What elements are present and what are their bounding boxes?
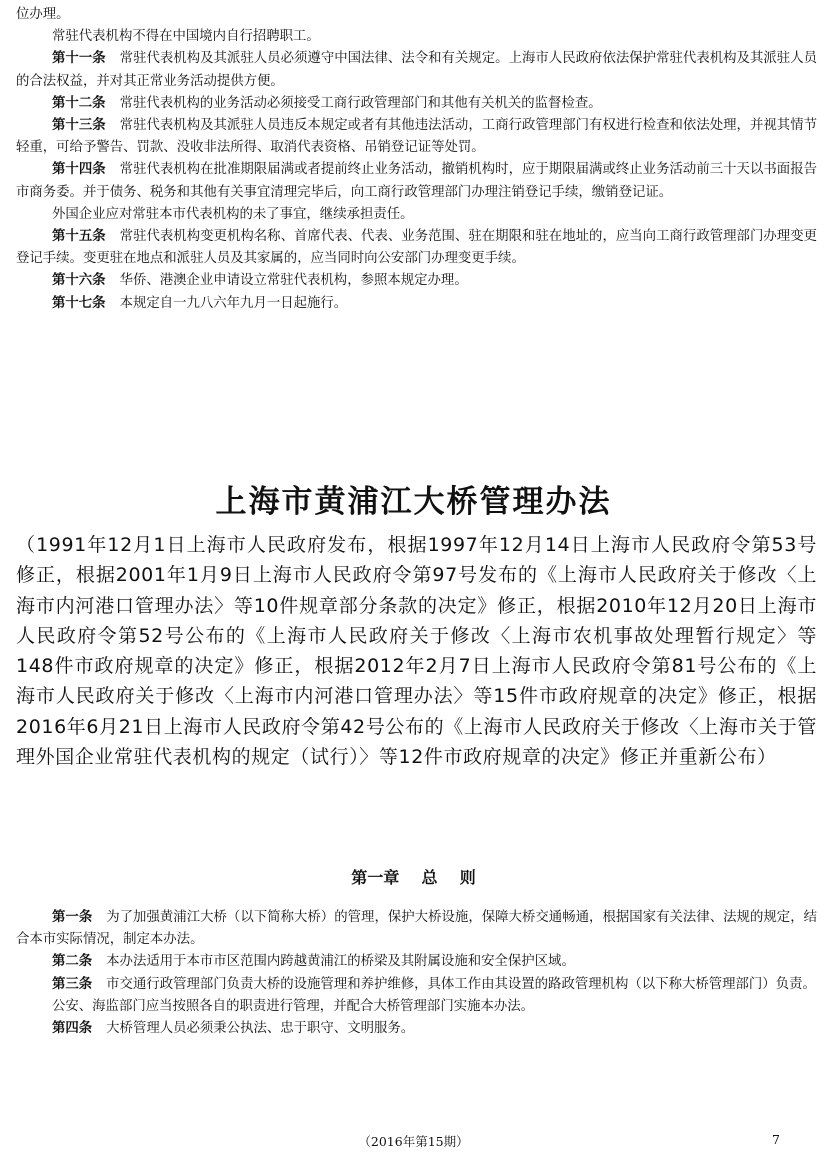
page-number: 7 — [772, 1132, 780, 1147]
document-title: 上海市黄浦江大桥管理办法 — [215, 484, 612, 520]
article-number: 第十五条 — [52, 229, 106, 245]
article-number: 第十一条 — [52, 51, 106, 67]
paragraph-text: 常驻代表机构的业务活动必须接受工商行政管理部门和其他有关机关的监督检查。 — [119, 95, 602, 111]
paragraph — [16, 159, 817, 203]
paragraph — [16, 907, 817, 951]
paragraph-text: 常驻代表机构在批准期限届满或者提前终止业务活动，撤销机构时，应于期限届满或终止业务活动前三十天以书面报告市商务委。并于债务、税务和其他有关事宜清理完毕后，向工商行政管理部门办理注销登记手续，缴销登记证。 — [16, 162, 818, 200]
page-footer — [0, 1132, 827, 1152]
article-number: 第一条 — [52, 910, 93, 925]
paragraph-text: 本办法适用于本市市区范围内跨越黄浦江的桥梁及其附属设施和安全保护区域。 — [106, 954, 575, 970]
paragraph-text: 常驻代表机构及其派驻人员必须遵守中国法律、法令和有关规定。上海市人民政府依法保护常驻代表机构及其派驻人员的合法权益，并对其正常业务活动提供方便。 — [16, 51, 818, 89]
paragraph — [16, 951, 817, 973]
paragraph — [16, 115, 817, 159]
paragraph-text: 大桥管理人员必须秉公执法、忠于职守、文明服务。 — [106, 1021, 415, 1037]
article-number: 第十七条 — [52, 295, 106, 311]
paragraph-text: 常驻代表机构变更机构名称、首席代表、代表、业务范围、驻在期限和驻在地址的，应当向工商行政管理部门办理变更登记手续。变更驻在地点和派驻人员及其家属的，应当同时向公安部门办理变更手续。 — [16, 229, 818, 267]
paragraph-text: 常驻代表机构及其派驻人员违反本规定或者有其他违法活动，工商行政管理部门有权进行检查和依法处理，并视其情节轻重，可给予警告、罚款、没收非法所得、取消代表资格、吊销登记证等处罚。 — [16, 118, 818, 156]
paragraph-text: 本规定自一九八六年九月一日起施行。 — [119, 295, 348, 311]
paragraph — [16, 974, 817, 996]
issue-label: （2016年第15期） — [358, 1134, 469, 1149]
chapter-heading: 第一章 总 则 — [351, 868, 476, 887]
paragraph — [16, 996, 817, 1018]
article-number: 第十三条 — [52, 118, 106, 134]
publication-history-text: （1991年12月1日上海市人民政府发布，根据1997年12月14日上海市人民政府令第53号修正，根据2001年1月9日上海市人民政府令第97号发布的《上海市人民政府关于修改〈上海市内河港口管理办法〉等10件规章部分条款的决定》修正，根据2010年12月20日上海市人民政府令第52号公布的《上海市人民政府关于修改〈上海市农机事故处理暂行规定〉等148件市政府规章的决定》修正，根据2012年2月7日上海市人民政府令第81号公布的《上海市人民政府关于修改〈上海市内河港口管理办法〉等15件市政府规章的决定》修正，根据2016年6月21日上海市人民政府令第42号公布的《上海市人民政府关于修改〈上海市关于管理外国企业常驻代表机构的规定（试行）〉等12件市政府规章的决定》修正并重新公布） — [16, 534, 817, 769]
paragraph-text: 为了加强黄浦江大桥（以下简称大桥）的管理，保护大桥设施，保障大桥交通畅通，根据国家有关法律、法规的规定，结合本市实际情况，制定本办法。 — [16, 910, 817, 948]
article-number: 第四条 — [52, 1021, 93, 1037]
paragraph — [16, 93, 817, 115]
chapter-one-articles — [16, 907, 817, 1040]
paragraph — [16, 4, 817, 26]
paragraph-text: 常驻代表机构不得在中国境内自行招聘职工。 — [52, 29, 320, 45]
paragraph — [16, 26, 817, 48]
regulation-continuation — [16, 4, 817, 315]
article-number: 第十四条 — [52, 162, 106, 178]
paragraph-text: 公安、海监部门应当按照各自的职责进行管理，并配合大桥管理部门实施本办法。 — [52, 998, 535, 1014]
paragraph-text: 位办理。 — [16, 7, 70, 22]
publication-history — [16, 530, 817, 772]
article-number: 第三条 — [52, 976, 93, 992]
article-number: 第十二条 — [52, 95, 106, 111]
paragraph — [16, 226, 817, 270]
paragraph-text: 华侨、港澳企业申请设立常驻代表机构，参照本规定办理。 — [119, 273, 468, 289]
paragraph — [16, 270, 817, 292]
article-number: 第二条 — [52, 954, 93, 970]
paragraph — [16, 293, 817, 315]
paragraph — [16, 1018, 817, 1040]
paragraph-text: 市交通行政管理部门负责大桥的设施管理和养护维修，具体工作由其设置的路政管理机构（以下称大桥管理部门）负责。 — [106, 976, 816, 992]
paragraph — [16, 48, 817, 92]
paragraph — [16, 204, 817, 226]
paragraph-text: 外国企业应对常驻本市代表机构的未了事宜，继续承担责任。 — [52, 206, 414, 222]
article-number: 第十六条 — [52, 273, 106, 289]
